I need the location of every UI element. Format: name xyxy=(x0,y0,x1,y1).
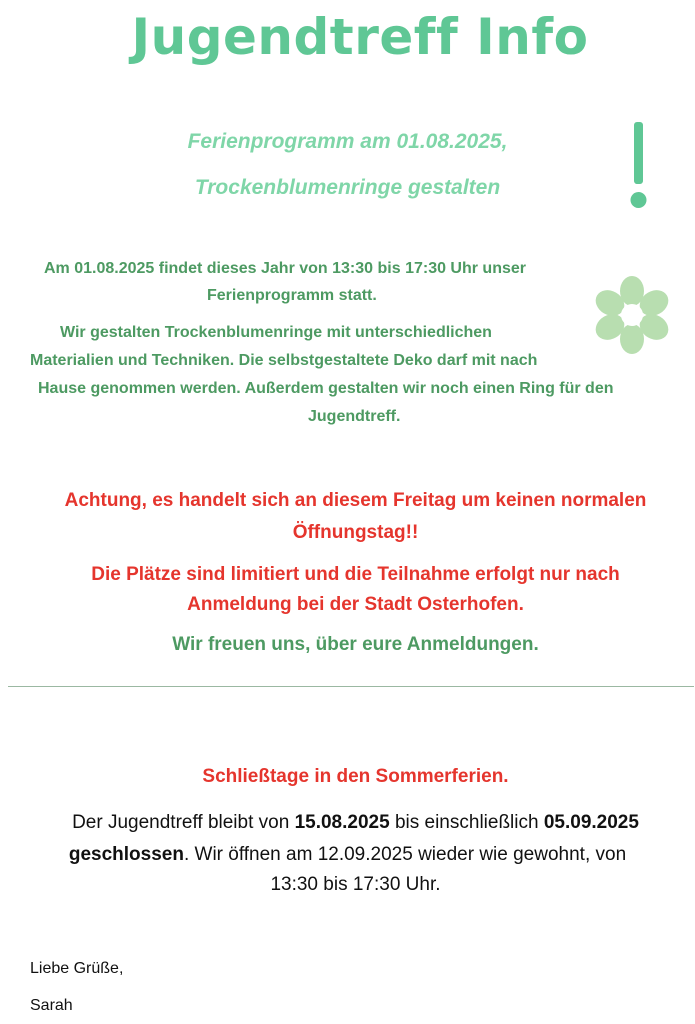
intro-line-1: Am 01.08.2025 findet dieses Jahr von 13:30 bis 17:30 Uhr unser xyxy=(44,260,526,277)
intro-line-2: Ferienprogramm statt. xyxy=(207,287,377,304)
warning-line-3: Die Plätze sind limitiert und die Teilnahme erfolgt nur nach xyxy=(91,564,620,585)
subtitle-line-2: Trockenblumenringe gestalten xyxy=(194,176,501,199)
warning-line-4: Anmeldung bei der Stadt Osterhofen. xyxy=(187,594,524,615)
closing-text-a: Der Jugendtreff bleibt von xyxy=(72,812,295,833)
closing-heading: Schließtage in den Sommerferien. xyxy=(202,766,509,787)
closing-line-2 xyxy=(0,844,695,866)
section-divider xyxy=(8,686,694,687)
thanks-text: Wir freuen uns, über eure Anmeldungen. xyxy=(172,634,539,655)
warning-line-1: Achtung, es handelt sich an diesem Freitag um keinen normalen xyxy=(64,490,647,511)
closing-text-c: . Wir öffnen am 12.09.2025 wieder wie gewohnt, von xyxy=(183,844,627,865)
warning-line-2: Öffnungstag!! xyxy=(292,522,419,543)
intro-line-5: Hause genommen werden. Außerdem gestalten wir noch einen Ring für den xyxy=(38,380,614,397)
closing-text-b: bis einschließlich xyxy=(389,812,544,833)
subtitle-line-1: Ferienprogramm am 01.08.2025, xyxy=(187,130,508,153)
signature-text: Sarah xyxy=(30,997,73,1014)
intro-line-4: Materialien und Techniken. Die selbstgestaltete Deko darf mit nach xyxy=(30,352,538,369)
closing-line-1 xyxy=(8,812,695,834)
flower-icon xyxy=(592,274,672,356)
exclamation-icon xyxy=(624,120,654,212)
greeting-text: Liebe Grüße, xyxy=(30,960,124,977)
closing-date-end: 05.09.2025 xyxy=(543,812,639,833)
closing-date-start: 15.08.2025 xyxy=(294,812,390,833)
intro-line-3: Wir gestalten Trockenblumenringe mit unterschiedlichen xyxy=(60,324,492,341)
closing-line-3: 13:30 bis 17:30 Uhr. xyxy=(270,874,441,895)
page-title: Jugendtreff Info xyxy=(131,8,589,66)
closing-closed-word: geschlossen xyxy=(68,844,184,865)
intro-line-6: Jugendtreff. xyxy=(308,408,401,425)
